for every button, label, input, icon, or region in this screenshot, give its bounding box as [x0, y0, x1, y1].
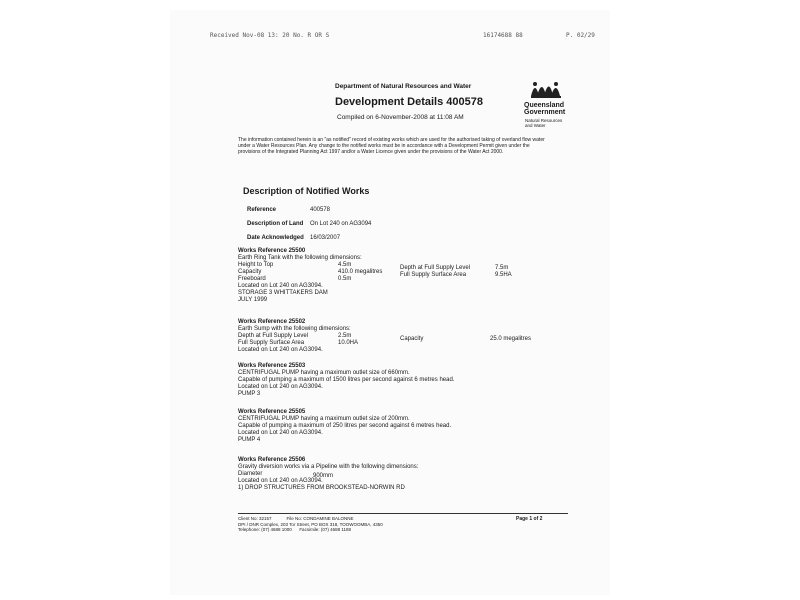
- works-description: Earth Sump with the following dimensions:: [238, 326, 351, 332]
- works-block-25500: Works Reference 25500 Earth Ring Tank with the following dimensions: Height to Top 4.5m Depth at Full Supply Level 7.5m Capacity 410.0 megalitres Full Supply Surface Area 9.5HA Freeboard 0.5m Located on Lot 240 on AG3094. STORAGE 3 WHITTAKERS DAM JULY 1999: [238, 248, 568, 304]
- fax-header-left: Received Nov-08 13: 20 No. R OR S: [210, 32, 330, 39]
- intro-paragraph: The information contained herein is an "as notified" record of existing works which are used for the authorised taking of overland flow water under a Water Resources Plan. Any change to the notified works must be in accordance with a Development Permit given under the provisions of the Integrated Planning Act 1997 and/or a Water Licence given under the provisions of the Water Act 2000.: [238, 137, 545, 155]
- works-block-25505: Works Reference 25505 CENTRIFUGAL PUMP having a maximum outlet size of 200mm. Capable of pumping a maximum of 250 litres per second against 6 metres head. Located on Lot 240 on AG3094. PUMP 4: [238, 409, 568, 444]
- works-heading: Works Reference 25502: [238, 319, 306, 325]
- logo-department: Natural Resources and Water: [525, 118, 563, 128]
- field-value-reference: 400578: [310, 207, 331, 213]
- section-title: Description of Notified Works: [243, 186, 370, 196]
- department-name: Department of Natural Resources and Water: [335, 83, 472, 90]
- page-title: Development Details 400578: [335, 96, 483, 108]
- works-block-25506: Works Reference 25506 Gravity diversion works via a Pipeline with the following dimensions: Diameter 900mm Located on Lot 240 on AG3094. 1) DROP STRUCTURES FROM BROOKSTEAD-NORWIN RD: [238, 457, 568, 492]
- works-heading: Works Reference 25500: [238, 248, 306, 254]
- works-heading: Works Reference 25505: [238, 409, 306, 415]
- footer-info: Client No: 32157 File No: CONDAMINE BALONNE DPI / DNR Complex, 203 Tor Street, PO BOX 318, TOOWOOMBA, 4350 Telephone: (07) 4688 1000 Facsimile: (07) 4688 1188: [238, 516, 383, 532]
- works-description: Earth Ring Tank with the following dimensions:: [238, 255, 362, 261]
- logo-wordmark: Queensland Government: [524, 102, 566, 116]
- works-block-25503: Works Reference 25503 CENTRIFUGAL PUMP having a maximum outlet size of 660mm. Capable of pumping a maximum of 1500 litres per second against 6 metres head. Located on Lot 240 on AG3094. PUMP 3: [238, 363, 568, 398]
- works-heading: Works Reference 25506: [238, 457, 306, 463]
- compiled-date: Compiled on 6-November-2008 at 11:08 AM: [337, 114, 464, 121]
- works-heading: Works Reference 25503: [238, 363, 306, 369]
- document-page: [170, 10, 610, 595]
- fax-header-number: 16174688 88: [483, 32, 523, 39]
- works-block-25502: Works Reference 25502 Earth Sump with the following dimensions: Depth at Full Supply Level 2.5m Capacity 25.0 megalitres Full Supply Surface Area 10.0HA Located on Lot 240 on AG3094.: [238, 319, 568, 354]
- field-label-land: Description of Land: [247, 221, 304, 227]
- field-label-reference: Reference: [247, 207, 277, 213]
- footer-divider: [238, 513, 568, 514]
- field-label-date: Date Acknowledged: [247, 235, 304, 241]
- queensland-government-logo-icon: [525, 76, 567, 100]
- field-value-land: On Lot 240 on AG3094: [310, 221, 372, 227]
- fax-header-page: P. 02/29: [566, 32, 595, 39]
- page-number: Page 1 of 2: [516, 516, 543, 522]
- field-value-date: 16/03/2007: [310, 235, 341, 241]
